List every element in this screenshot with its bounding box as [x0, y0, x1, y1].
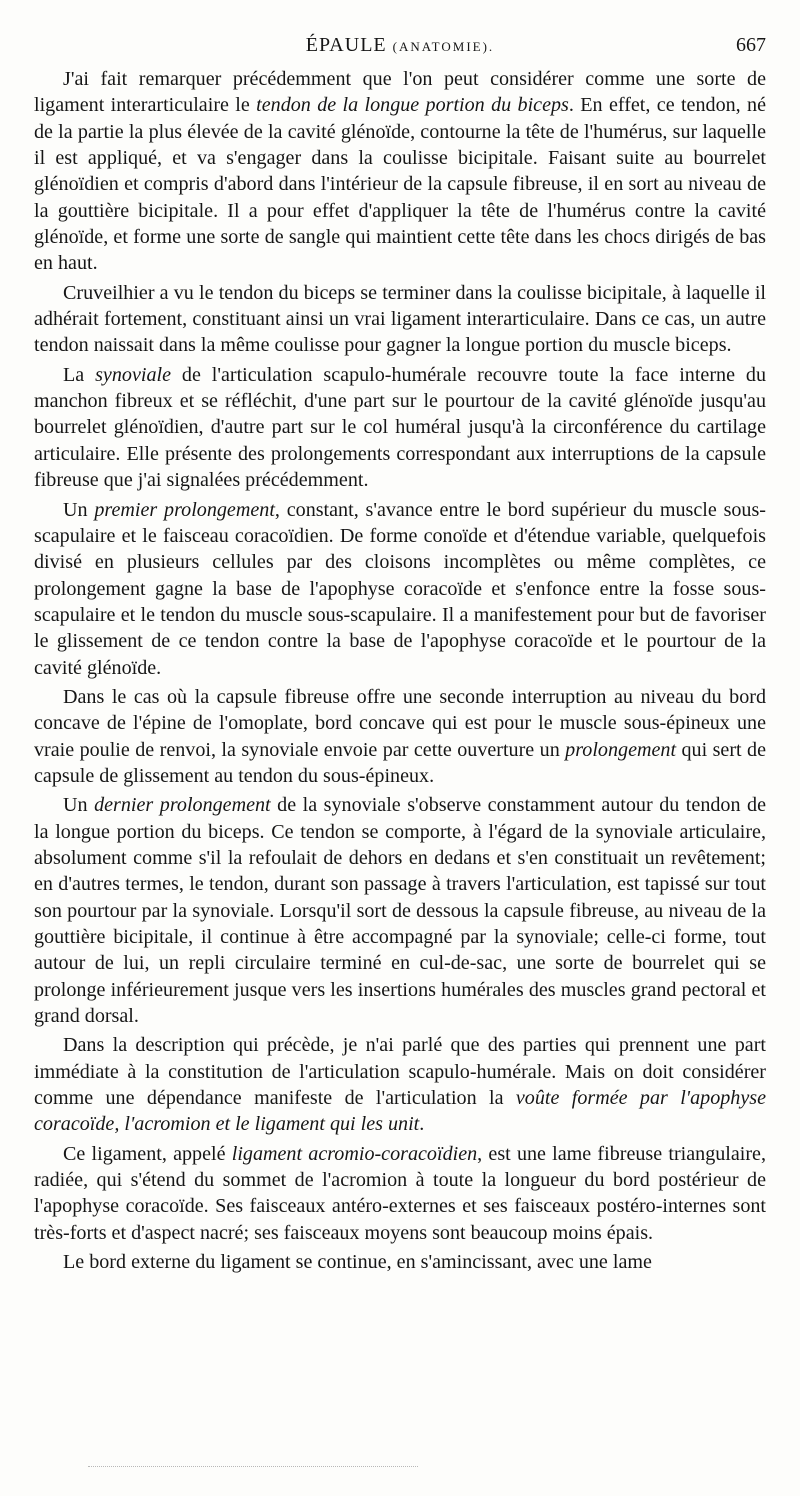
paragraph [34, 1032, 766, 1137]
text-run: Le bord externe du ligament se continue, en s'amincissant, avec une lame [63, 1251, 652, 1274]
running-title-sub: (ANATOMIE). [392, 39, 495, 54]
italic-term: premier prolongement [94, 498, 275, 521]
text-run: , est une lame fibreuse triangulaire, radiée, qui s'étend du sommet de l'acromion à toute la longueur du bord postérieur de l'apophyse coracoïde. Ses faisceaux antéro-externes et ses faisceaux postéro-internes sont très-forts et d'aspect nacré; ses faisceaux moyens sont beaucoup moins épais. [34, 1142, 766, 1244]
running-head [34, 30, 766, 60]
italic-term: ligament acromio-coracoïdien [231, 1142, 478, 1165]
text-run: J'ai fait remarquer précédemment que l'on peut considérer comme une sorte de ligament interarticulaire le [34, 68, 766, 117]
text-run: Cruveilhier a vu le tendon du biceps se terminer dans la coulisse bicipitale, à laquelle il adhérait fortement, constituant ainsi un vrai ligament interarticulaire. Dans ce cas, un autre tendon naissait dans la même coulisse pour gagner la longue portion du muscle biceps. [34, 281, 766, 357]
text-run: Un [63, 498, 95, 521]
text-run: Un [63, 794, 95, 817]
paragraph [34, 792, 766, 1029]
text-run: Dans la description qui précède, je n'ai parlé que des parties qui prennent une part immédiate à la constitution de l'articulation scapulo-humérale. Mais on doit considérer comme une dépendance manifeste de l'articulation la [34, 1034, 766, 1110]
text-run: . [419, 1113, 425, 1136]
page-number: 667 [736, 34, 766, 56]
text-run: La [63, 363, 96, 386]
text-run: qui sert de capsule de glissement au tendon du sous-épineux. [34, 738, 766, 787]
running-title [34, 30, 766, 62]
footer-rule [88, 1466, 418, 1467]
text-run: de la synoviale s'observe constamment autour du tendon de la longue portion du biceps. Ce tendon se comporte, à l'égard de la synoviale articulaire, absolument comme s'il la refoulait de dehors en dedans et s'en constituait un revêtement; en d'autres termes, le tendon, durant son passage à travers l'articulation, est tapissé sur tout son pourtour par la synoviale. Lorsqu'il sort de dessous la capsule fibreuse, au niveau de la gouttière bicipitale, il continue à être accompagné par la synoviale; celle-ci forme, tout autour de lui, un repli circulaire terminé en cul-de-sac, une sorte de bourrelet qui se prolonge inférieurement jusque vers les insertions humérales des muscles grand pectoral et grand dorsal. [34, 794, 766, 1028]
italic-term: prolongement [565, 738, 677, 761]
paragraph [34, 1141, 766, 1246]
body-text [34, 66, 766, 1275]
text-run: de l'articulation scapulo-humérale recouvre toute la face interne du manchon fibreux et se réfléchit, d'une part sur le pourtour de la cavité glénoïde jusqu'au bourrelet glénoïdien, d'autre part sur le col huméral jusqu'à la circonférence du cartilage articulaire. Elle présente des prolongements correspondant aux interruptions de la capsule fibreuse que j'ai signalées précédemment. [34, 363, 766, 492]
italic-term: synoviale [95, 363, 171, 386]
paragraph [34, 362, 766, 494]
italic-term: tendon de la longue portion du biceps [256, 94, 569, 117]
paragraph [34, 66, 766, 277]
text-run: Dans le cas où la capsule fibreuse offre une seconde interruption au niveau du bord concave de l'épine de l'omoplate, bord concave qui est pour le muscle sous-épineux une vraie poulie de renvoi, la synoviale envoie par cette ouverture un [34, 685, 766, 761]
paragraph [34, 280, 766, 359]
text-run: Ce ligament, appelé [63, 1142, 232, 1165]
text-run: . En effet, ce tendon, né de la partie la plus élevée de la cavité glénoïde, contourne la tête de l'humérus, sur laquelle il est appliqué, et va s'engager dans la coulisse bicipitale. Faisant suite au bourrelet glénoïdien et compris d'abord dans l'intérieur de la capsule fibreuse, il en sort au niveau de la gouttière bicipitale. Il a pour effet d'appliquer la tête de l'humérus contre la cavité glénoïde, et forme une sorte de sangle qui maintient cette tête dans les chocs dirigés de bas en haut. [34, 94, 767, 275]
text-run: , constant, s'avance entre le bord supérieur du muscle sous-scapulaire et le faisceau coracoïdien. De forme conoïde et d'étendue variable, quelquefois divisé en plusieurs cellules par des cloisons incomplètes ou même complètes, ce prolongement gagne la base de l'apophyse coracoïde et s'enfonce entre la fosse sous-scapulaire et le tendon du muscle sous-scapulaire. Il a manifestement pour but de favoriser le glissement de ce tendon contre la base de l'apophyse coracoïde et le pourtour de la cavité glénoïde. [34, 498, 766, 679]
running-title-main: ÉPAULE [305, 34, 387, 56]
paragraph [34, 497, 766, 681]
italic-term: voûte formée par l'apophyse coracoïde, l'acromion et le ligament qui les unit [34, 1087, 766, 1136]
paragraph [34, 1249, 766, 1275]
paragraph [34, 684, 766, 789]
italic-term: dernier prolongement [94, 794, 271, 817]
